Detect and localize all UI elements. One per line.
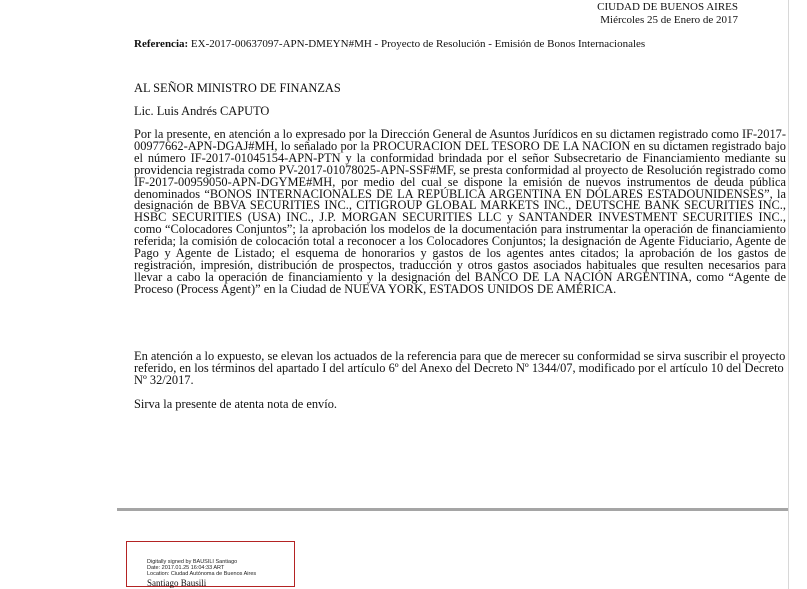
reference-block	[134, 38, 694, 50]
conclusion-paragraph: En atención a lo expuesto, se elevan los actuados de la referencia para que de merecer su conformidad se sirva suscribir el proyecto referido, en los términos del apartado I del artículo 6º del Anexo del Decreto Nº 1344/07, modificado por el artículo 10 del Decreto Nº 32/2017.	[134, 349, 786, 387]
footer-divider	[117, 508, 788, 511]
page-right-edge	[788, 0, 807, 589]
signature-signed-by: Digitally signed by BAUSILI Santiago	[147, 559, 238, 565]
salutation-line: Lic. Luis Andrés CAPUTO	[134, 104, 270, 118]
signer-name: Santiago Bausili	[147, 578, 207, 588]
closing-line: Sirva la presente de atenta nota de envío.	[134, 397, 337, 411]
reference-label: Referencia:	[134, 38, 189, 50]
signature-date: Date: 2017.01.25 16:04:33 ART	[147, 565, 225, 571]
digital-signature-box	[126, 541, 295, 587]
addressee-line: AL SEÑOR MINISTRO DE FINANZAS	[134, 81, 341, 95]
city-line: CIUDAD DE BUENOS AIRES	[597, 1, 738, 13]
date-line: Miércoles 25 de Enero de 2017	[600, 14, 738, 26]
reference-text: EX-2017-00637097-APN-DMEYN#MH - Proyecto de Resolución - Emisión de Bonos Internacionales	[188, 38, 646, 50]
letter-header	[520, 1, 738, 27]
signature-location: Location: Ciudad Autónoma de Buenos Aires	[147, 571, 257, 577]
main-paragraph: Por la presente, en atención a lo expresado por la Dirección General de Asuntos Jurídicos en su dictamen registrado como IF-2017-00977662-APN-DGAJ#MH, lo señalado por la PROCURACION DEL TESORO DE LA NACION en su dictamen registrado bajo el número IF-2017-01045154-APN-PTN y la conformidad brindada por el señor Subsecretario de Financiamiento mediante su providencia registrada como PV-2017-01078025-APN-SSF#MF, se presta conformidad al proyecto de Resolución registrado como IF-2017-00959050-APN-DGYME#MH, por medio del cual se dispone la emisión de nuevos instrumentos de deuda pública denominados “BONOS INTERNACIONALES DE LA REPÚBLICA ARGENTINA EN DÓLARES ESTADOUNIDENSES”, la designación de BBVA SECURITIES INC., CITIGROUP GLOBAL MARKETS INC., DEUTSCHE BANK SECURITIES INC., HSBC SECURITIES (USA) INC., J.P. MORGAN SECURITIES LLC y SANTANDER INVESTMENT SECURITIES INC., como “Colocadores Conjuntos”; la aprobación los modelos de la documentación para instrumentar la operación de financiamiento referida; la comisión de colocación total a reconocer a los Colocadores Conjuntos; la designación de Agente Fiduciario, Agente de Pago y Agente de Listado; el esquema de honorarios y gastos de los agentes antes citados; la aprobación de los gastos de registración, impresión, distribución de prospectos, traducción y otros gastos asociados habituales que resulten necesarios para llevar a cabo la operación de financiamiento y la designación del BANCO DE LA NACIÓN ARGENTINA, como “Agente de Proceso (Process Agent)” en la Ciudad de NUEVA YORK, ESTADOS UNIDOS DE AMÉRICA.	[134, 127, 786, 296]
